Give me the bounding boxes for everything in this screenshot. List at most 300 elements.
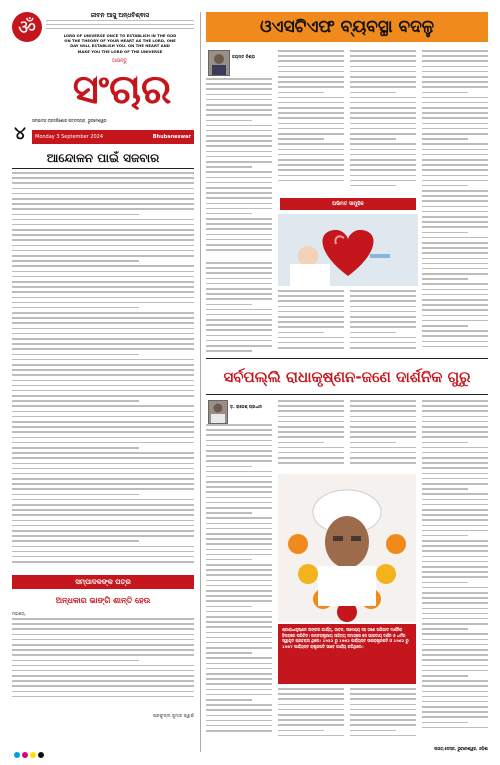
text-line xyxy=(350,300,416,302)
text-line xyxy=(278,300,344,302)
text-line xyxy=(422,55,488,57)
text-line xyxy=(422,50,488,52)
health-box-label-bar xyxy=(280,198,416,210)
text-line xyxy=(350,97,416,99)
top-story-author-photo xyxy=(208,50,230,76)
text-line xyxy=(206,455,272,457)
text-line xyxy=(422,341,488,343)
text-line xyxy=(12,431,194,433)
text-line xyxy=(12,333,194,335)
text-line xyxy=(206,564,272,566)
text-line xyxy=(422,571,488,573)
edition-info: ସମ୍ପାଦକ ବ୍ରଜକିଶୋର ପଟ୍ଟନାୟକ, ଭୁବନେଶ୍ୱର xyxy=(32,118,107,123)
text-line xyxy=(12,447,139,449)
text-line xyxy=(350,730,396,732)
text-line xyxy=(422,576,488,578)
text-line xyxy=(350,60,416,62)
text-line xyxy=(278,107,344,109)
text-line xyxy=(422,138,468,140)
text-line xyxy=(422,180,488,182)
text-line xyxy=(206,166,252,168)
text-line xyxy=(278,55,344,57)
text-line xyxy=(206,192,272,194)
text-line xyxy=(12,265,194,267)
text-line xyxy=(278,326,344,328)
text-line xyxy=(206,293,272,295)
text-line xyxy=(206,78,272,80)
text-line xyxy=(422,525,488,527)
issue-number: ୪ xyxy=(14,123,26,144)
text-line xyxy=(350,290,416,292)
feature-top-rule xyxy=(206,358,488,359)
text-line xyxy=(206,523,272,525)
text-line xyxy=(12,395,194,397)
text-line xyxy=(12,193,194,195)
text-line xyxy=(206,466,252,468)
masthead-slogan-odia: ଜୀବନ ଆସୁ ଅନ୍ଧବିଶ୍ଵାସ xyxy=(90,12,150,19)
text-line xyxy=(278,421,344,423)
text-line xyxy=(350,347,416,349)
text-line xyxy=(278,117,344,119)
text-line xyxy=(350,698,416,700)
text-line xyxy=(422,499,488,501)
text-line xyxy=(206,272,272,274)
text-line xyxy=(422,473,488,475)
text-line xyxy=(350,714,416,716)
text-line xyxy=(206,471,272,473)
text-line xyxy=(350,326,416,328)
text-line xyxy=(12,691,194,693)
text-line xyxy=(206,626,272,628)
text-line xyxy=(422,216,488,218)
text-line xyxy=(350,149,416,151)
feature-col-2 xyxy=(278,400,344,470)
text-line xyxy=(12,685,194,687)
text-line xyxy=(278,347,344,349)
text-line xyxy=(206,590,272,592)
text-line xyxy=(422,268,488,270)
text-line xyxy=(12,302,194,304)
text-line xyxy=(278,154,344,156)
text-line xyxy=(206,632,272,634)
text-line xyxy=(350,431,416,433)
text-line xyxy=(278,431,344,433)
text-line xyxy=(350,169,416,171)
text-line xyxy=(422,112,488,114)
text-line xyxy=(12,504,194,506)
text-line xyxy=(422,659,488,661)
text-line xyxy=(206,678,272,680)
text-line xyxy=(278,60,344,62)
text-line xyxy=(206,244,272,246)
text-line xyxy=(422,644,488,646)
top-story-byline: ଜୟନ୍ତ ନିଶ୍ରା xyxy=(232,54,256,59)
text-line xyxy=(206,234,272,236)
text-line xyxy=(422,200,488,202)
column-divider xyxy=(200,12,201,752)
text-line xyxy=(422,128,488,130)
text-line xyxy=(12,623,194,625)
feature-author-photo xyxy=(208,400,228,424)
text-line xyxy=(206,652,252,654)
text-line xyxy=(12,494,139,496)
text-line xyxy=(12,639,194,641)
text-line xyxy=(350,421,416,423)
text-line xyxy=(278,164,344,166)
text-line xyxy=(278,436,344,438)
feature-caption-box xyxy=(278,624,416,684)
masthead-slogan-english: LORD OF UNIVERSE ONCE TO ESTABLISH IN THE GOD ON THE THEORY OF YOUR HEART AS THE LORD, ONE DAY WILL ESTABLISH YOU. ON THE HEART AND MAKE YOU THE LORD OF THE UNIVERSE xyxy=(63,33,177,54)
text-line xyxy=(206,156,272,158)
text-line xyxy=(206,715,272,717)
text-line xyxy=(350,321,416,323)
text-line xyxy=(422,566,488,568)
text-line xyxy=(278,97,344,99)
text-line xyxy=(206,491,272,493)
text-line xyxy=(278,311,344,313)
text-line xyxy=(350,342,416,344)
text-line xyxy=(350,457,416,459)
text-line xyxy=(422,289,488,291)
text-line xyxy=(422,97,488,99)
text-line xyxy=(422,242,488,244)
text-line xyxy=(422,149,488,151)
text-line xyxy=(350,436,416,438)
text-line xyxy=(12,437,194,439)
left-column-headline: ଆନ୍ଦୋଳନ ପାଇଁ ସଜବାର xyxy=(12,148,194,169)
text-line xyxy=(206,683,272,685)
text-line xyxy=(12,234,194,236)
left-column-body xyxy=(12,172,194,612)
text-line xyxy=(422,133,488,135)
feature-end-credit: ଉଭୟ ଡେସ୍କ, ଭୁବନେଶ୍ୱର, ଓଡ଼ିଶା xyxy=(434,746,488,751)
text-line xyxy=(278,416,344,418)
text-line xyxy=(12,380,194,382)
text-line xyxy=(350,154,416,156)
text-line xyxy=(278,306,344,308)
text-line xyxy=(422,247,488,249)
text-line xyxy=(206,161,272,163)
text-line xyxy=(422,320,488,322)
text-line xyxy=(12,276,194,278)
date-line: Monday 3 September 2024 xyxy=(35,134,104,140)
text-line xyxy=(206,507,272,509)
text-line xyxy=(12,250,194,252)
letter-greeting: ମହାଶୟ, xyxy=(12,611,26,616)
text-line xyxy=(422,628,468,630)
masthead-small-label: ଆସନ୍ତୁ xyxy=(112,58,128,64)
text-line xyxy=(12,509,194,511)
text-line xyxy=(422,711,488,713)
text-line xyxy=(422,488,468,490)
text-line xyxy=(278,128,344,130)
text-line xyxy=(12,291,194,293)
text-line xyxy=(206,647,272,649)
text-line xyxy=(206,335,272,337)
text-line xyxy=(12,354,139,356)
text-line xyxy=(206,340,272,342)
text-line xyxy=(422,263,488,265)
text-line xyxy=(206,502,272,504)
text-line xyxy=(206,486,272,488)
text-line xyxy=(350,185,396,187)
text-line xyxy=(350,81,416,83)
text-line xyxy=(350,117,416,119)
text-line xyxy=(278,149,344,151)
text-line xyxy=(12,348,194,350)
text-line xyxy=(206,533,272,535)
text-line xyxy=(350,112,416,114)
text-line xyxy=(12,390,194,392)
text-line xyxy=(350,410,416,412)
text-line xyxy=(206,288,272,290)
text-line xyxy=(422,76,488,78)
text-line xyxy=(206,434,272,436)
text-line xyxy=(206,429,272,431)
text-line xyxy=(206,109,272,111)
text-line xyxy=(350,92,396,94)
text-line xyxy=(12,374,194,376)
text-line xyxy=(350,86,416,88)
text-line xyxy=(12,488,194,490)
text-line xyxy=(206,203,272,205)
text-line xyxy=(422,175,488,177)
text-line xyxy=(12,525,194,527)
text-line xyxy=(422,143,488,145)
text-line xyxy=(422,685,488,687)
text-line xyxy=(206,228,272,230)
mid-col-1 xyxy=(206,262,272,357)
text-line xyxy=(206,114,272,116)
text-line xyxy=(206,120,252,122)
text-line xyxy=(278,295,344,297)
text-line xyxy=(422,587,488,589)
text-line xyxy=(206,125,272,127)
text-line xyxy=(12,317,194,319)
heart-illustration xyxy=(278,214,418,286)
text-line xyxy=(206,350,252,352)
text-line xyxy=(278,175,344,177)
text-line xyxy=(422,299,488,301)
text-line xyxy=(206,314,272,316)
text-line xyxy=(278,735,344,737)
text-line xyxy=(278,714,344,716)
text-line xyxy=(206,569,272,571)
text-line xyxy=(422,117,488,119)
text-line xyxy=(206,663,272,665)
text-line xyxy=(12,214,139,216)
text-line xyxy=(12,208,194,210)
text-line xyxy=(206,151,272,153)
feature-col-3 xyxy=(350,400,416,470)
text-line xyxy=(350,138,396,140)
text-line xyxy=(278,704,344,706)
text-line xyxy=(422,696,488,698)
text-line xyxy=(12,177,194,179)
left-column xyxy=(12,148,194,738)
text-line xyxy=(350,405,416,407)
text-line xyxy=(422,608,488,610)
text-line xyxy=(206,730,272,732)
text-line xyxy=(422,467,488,469)
text-line xyxy=(12,499,194,501)
text-line xyxy=(206,538,272,540)
text-line xyxy=(278,169,344,171)
text-line xyxy=(12,182,194,184)
text-line xyxy=(278,50,344,52)
text-line xyxy=(206,182,272,184)
text-line xyxy=(422,107,488,109)
registration-mark-magenta xyxy=(22,752,28,758)
text-line xyxy=(206,262,272,264)
text-line xyxy=(422,410,488,412)
mid-col-3 xyxy=(350,290,416,357)
text-line xyxy=(278,342,344,344)
text-line xyxy=(12,463,194,465)
text-line xyxy=(422,680,488,682)
text-line xyxy=(278,719,344,721)
text-line xyxy=(206,709,272,711)
text-line xyxy=(422,706,488,708)
text-line xyxy=(422,237,488,239)
text-line xyxy=(422,618,488,620)
om-logo: ॐ xyxy=(12,12,42,42)
text-line xyxy=(206,689,272,691)
text-line xyxy=(422,452,488,454)
text-line xyxy=(350,306,416,308)
text-line xyxy=(12,307,139,309)
text-line xyxy=(206,208,272,210)
text-line xyxy=(350,693,416,695)
text-line xyxy=(422,71,488,73)
text-line xyxy=(206,543,272,545)
text-line xyxy=(206,345,272,347)
text-line xyxy=(422,597,488,599)
text-line xyxy=(422,400,488,402)
text-line xyxy=(350,123,416,125)
text-line xyxy=(350,688,416,690)
text-line xyxy=(12,229,194,231)
text-line xyxy=(350,164,416,166)
text-line xyxy=(350,452,416,454)
text-line xyxy=(422,722,468,724)
text-line xyxy=(12,634,194,636)
text-line xyxy=(350,442,396,444)
text-line xyxy=(422,436,488,438)
text-line xyxy=(206,637,272,639)
text-line xyxy=(422,535,468,537)
text-line xyxy=(278,290,344,292)
text-line xyxy=(350,311,416,313)
text-line xyxy=(350,133,416,135)
text-line xyxy=(12,400,139,402)
text-line xyxy=(350,71,416,73)
text-line xyxy=(206,140,272,142)
text-line xyxy=(206,94,272,96)
text-line xyxy=(278,66,344,68)
text-line xyxy=(422,294,488,296)
text-line xyxy=(12,364,194,366)
text-line xyxy=(350,159,416,161)
text-line xyxy=(206,223,272,225)
text-line xyxy=(206,239,272,241)
text-line xyxy=(350,462,416,464)
text-line xyxy=(206,104,272,106)
feature-bottom-rule xyxy=(206,394,488,395)
text-line xyxy=(350,400,416,402)
text-line xyxy=(278,698,344,700)
text-line xyxy=(12,312,194,314)
text-line xyxy=(206,481,272,483)
text-line xyxy=(206,580,272,582)
date-bar xyxy=(32,130,194,144)
text-line xyxy=(12,343,194,345)
text-line xyxy=(12,172,194,174)
text-line xyxy=(12,680,194,682)
text-line xyxy=(422,691,488,693)
text-line xyxy=(12,442,194,444)
text-line xyxy=(206,476,272,478)
text-line xyxy=(422,164,488,166)
text-line xyxy=(206,177,272,179)
text-line xyxy=(422,493,488,495)
text-line xyxy=(350,719,416,721)
mid-col-2 xyxy=(278,290,344,357)
text-line xyxy=(350,295,416,297)
text-line xyxy=(350,416,416,418)
section-label: ସମ୍ପାଦକଙ୍କ ପତ୍ର xyxy=(75,578,131,586)
text-line xyxy=(12,561,194,563)
top-story-col-4 xyxy=(422,50,488,360)
text-line xyxy=(422,556,488,558)
text-line xyxy=(422,545,488,547)
text-line xyxy=(206,559,252,561)
text-line xyxy=(206,512,252,514)
text-line xyxy=(12,281,194,283)
text-line xyxy=(422,504,488,506)
text-line xyxy=(278,92,324,94)
text-line xyxy=(278,688,344,690)
text-line xyxy=(422,483,488,485)
text-line xyxy=(422,550,488,552)
text-line xyxy=(206,329,272,331)
text-line xyxy=(422,123,488,125)
text-line xyxy=(12,649,194,651)
text-line xyxy=(278,81,344,83)
text-line xyxy=(422,530,488,532)
text-line xyxy=(206,218,272,220)
text-line xyxy=(12,530,194,532)
text-line xyxy=(422,278,468,280)
text-line xyxy=(206,657,272,659)
text-line xyxy=(206,694,272,696)
text-line xyxy=(422,613,488,615)
text-line xyxy=(12,405,194,407)
text-line xyxy=(422,519,488,521)
text-line xyxy=(12,535,194,537)
text-line xyxy=(206,720,272,722)
text-line xyxy=(278,452,344,454)
text-line xyxy=(422,169,488,171)
text-line xyxy=(12,286,194,288)
text-line xyxy=(12,628,194,630)
text-line xyxy=(422,701,488,703)
text-line xyxy=(422,447,488,449)
text-line xyxy=(422,190,488,192)
text-line xyxy=(278,400,344,402)
text-line xyxy=(12,670,194,672)
text-line xyxy=(422,315,488,317)
